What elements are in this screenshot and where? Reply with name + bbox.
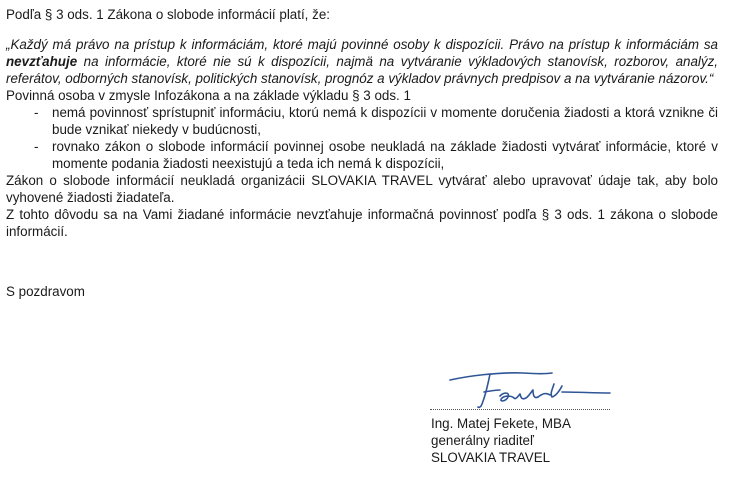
signer-organization: SLOVAKIA TRAVEL (431, 450, 551, 465)
list-item-text: nemá povinnosť sprístupniť informáciu, ktorú nemá k dispozícii v momente doručenia žiadosti a ktorá vznikne či bude vznikať niekedy v budúcnosti, (52, 105, 718, 137)
law-quote-part2: na informácie, ktoré nie sú k dispozícii, najmä na vytváranie výkladových stanovísk, rozborov, analýz, referátov, odborných stanovísk, politických stanovísk, prognóz a výkladov právnych predpisov a na vytváranie názorov.“ (6, 54, 718, 86)
signature-dotted-line (430, 409, 610, 410)
letter-body (6, 6, 718, 300)
list-item (6, 104, 718, 138)
signer-title: generálny riaditeľ (431, 433, 534, 448)
list-item-text: rovnako zákon o slobode informácií povinnej osobe neukladá na základe žiadosti vytvárať informácie, ktoré v momente podania žiadosti neexistujú a teda ich nemá k dispozícii, (52, 139, 718, 171)
list-item (6, 138, 718, 172)
intro-line: Podľa § 3 ods. 1 Zákona o slobode informácií platí, že: (6, 7, 330, 22)
law-quote-emphasis: nevzťahuje (6, 54, 78, 69)
dash-bullet: - (34, 105, 39, 120)
paragraph-law-does-not-require: Zákon o slobode informácií neukladá organizácii SLOVAKIA TRAVEL vytvárať alebo upravovať údaje tak, aby bolo vyhovené žiadosti žiadateľa. (6, 173, 718, 205)
dash-bullet: - (34, 139, 39, 154)
greeting: S pozdravom (6, 284, 85, 299)
signature-icon (428, 362, 628, 414)
paragraph-obligated-person: Povinná osoba v zmysle Infozákona a na základe výkladu § 3 ods. 1 (6, 88, 411, 103)
signer-block (431, 415, 571, 466)
paragraph-conclusion: Z tohto dôvodu sa na Vami žiadané informácie nevzťahuje informačná povinnosť podľa § 3 ods. 1 zákona o slobode informácií. (6, 207, 718, 239)
signer-name: Ing. Matej Fekete, MBA (431, 416, 571, 431)
law-quote-part1: „Každý má právo na prístup k informáciám, ktoré majú povinné osoby k dispozícii. Právo na prístup k informáciám sa (6, 37, 718, 52)
law-quote (6, 36, 718, 87)
handwritten-signature (428, 362, 628, 414)
dash-list (6, 104, 718, 172)
